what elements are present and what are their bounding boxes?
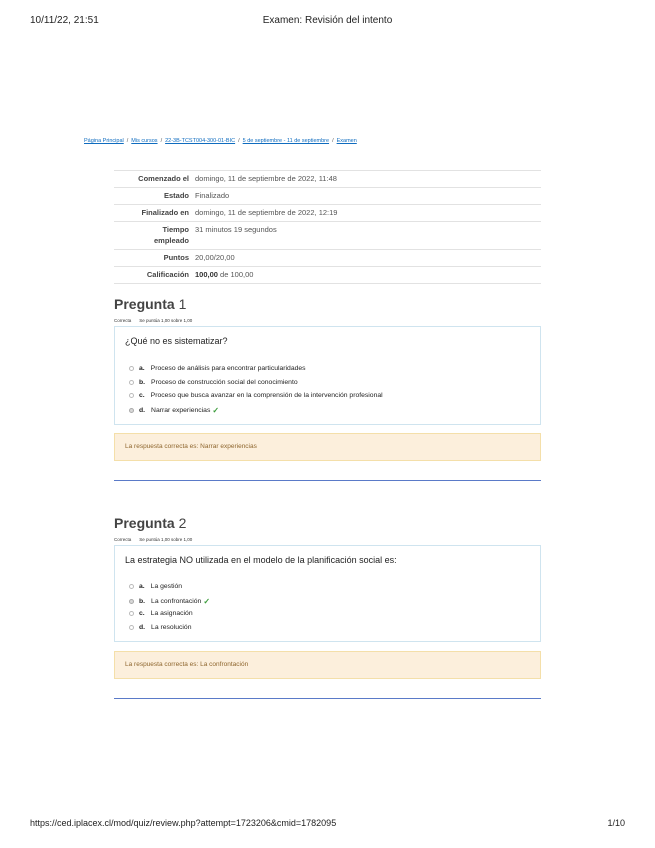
question-1-number: 1	[178, 296, 187, 312]
question-2-box	[114, 545, 541, 642]
points-value: 20,00/20,00	[192, 250, 541, 267]
question-1-heading	[114, 296, 186, 312]
summary-row-state	[114, 188, 541, 205]
answer-letter: a.	[139, 583, 145, 590]
question-2-info	[114, 537, 192, 542]
answer-letter: a.	[139, 365, 145, 372]
radio-button[interactable]	[129, 584, 134, 589]
grade-value	[192, 267, 541, 284]
radio-button[interactable]	[129, 625, 134, 630]
breadcrumb-exam-link[interactable]: Examen	[336, 138, 357, 144]
time-value: 31 minutos 19 segundos	[192, 222, 541, 250]
question-1-answer-b[interactable]	[129, 379, 298, 386]
answer-text: Proceso de construcción social del conocimiento	[151, 379, 298, 386]
question-1-feedback	[114, 433, 541, 461]
grade-value-bold: 100,00	[195, 270, 218, 279]
radio-button[interactable]	[129, 393, 134, 398]
answer-letter: b.	[139, 598, 146, 605]
grade-value-rest: de 100,00	[220, 270, 254, 279]
question-2-feedback-text: La respuesta correcta es: La confrontación	[125, 661, 249, 668]
summary-row-finished	[114, 205, 541, 222]
answer-text: Narrar experiencias	[151, 407, 211, 414]
answer-text: Proceso que busca avanzar en la comprensión de la intervención profesional	[150, 392, 383, 399]
print-title: Examen: Revisión del intento	[262, 15, 393, 26]
question-1-state: Correcta	[114, 318, 132, 323]
question-1-grade: Se puntúa 1,00 sobre 1,00	[139, 318, 193, 323]
print-date: 10/11/22, 21:51	[30, 15, 99, 26]
print-page-number: 1/10	[607, 818, 625, 828]
radio-button-selected[interactable]	[129, 408, 134, 413]
answer-text: La confrontación	[151, 598, 202, 605]
question-2-number: 2	[178, 515, 187, 531]
breadcrumb-home-link[interactable]: Página Principal	[84, 138, 124, 144]
radio-button[interactable]	[129, 380, 134, 385]
question-1-answer-d[interactable]	[129, 406, 219, 415]
question-1-feedback-text: La respuesta correcta es: Narrar experiencias	[125, 443, 257, 450]
summary-row-grade	[114, 267, 541, 284]
print-header	[30, 15, 625, 29]
time-label-line2: empleado	[153, 236, 189, 245]
answer-text: La resolución	[151, 624, 192, 631]
state-value: Finalizado	[192, 188, 541, 205]
breadcrumb-week-link[interactable]: 5 de septiembre - 11 de septiembre	[242, 138, 330, 144]
radio-button[interactable]	[129, 366, 134, 371]
question-2-text: La estrategia NO utilizada en el modelo de la planificación social es:	[125, 555, 397, 565]
answer-letter: c.	[139, 610, 145, 617]
question-1-info	[114, 318, 192, 323]
answer-text: La gestión	[150, 583, 183, 590]
summary-row-points	[114, 250, 541, 267]
finished-value: domingo, 11 de septiembre de 2022, 12:19	[192, 205, 541, 222]
question-1-heading-word: Pregunta	[114, 296, 175, 312]
checkmark-icon: ✓	[212, 406, 220, 415]
question-2-answer-a[interactable]	[129, 583, 182, 590]
started-label: Comenzado el	[114, 171, 192, 188]
question-2-feedback	[114, 651, 541, 679]
question-1-answer-a[interactable]	[129, 365, 306, 372]
question-2-heading-word: Pregunta	[114, 515, 175, 531]
answer-letter: c.	[139, 392, 145, 399]
question-1-box	[114, 326, 541, 425]
question-2-heading	[114, 515, 186, 531]
time-label-line1: Tiempo	[162, 225, 189, 234]
answer-text: Proceso de análisis para encontrar particularidades	[150, 365, 306, 372]
time-label	[114, 222, 192, 250]
checkmark-icon: ✓	[203, 597, 211, 606]
question-2-answer-b[interactable]	[129, 597, 210, 606]
question-1-divider	[114, 480, 541, 481]
question-2-answer-c[interactable]	[129, 610, 193, 617]
state-label: Estado	[114, 188, 192, 205]
print-url: https://ced.iplacex.cl/mod/quiz/review.php?attempt=1723206&cmid=1782095	[30, 818, 337, 828]
question-2-answer-d[interactable]	[129, 624, 191, 631]
started-value: domingo, 11 de septiembre de 2022, 11:48	[192, 171, 541, 188]
question-1-text: ¿Qué no es sistematizar?	[125, 336, 228, 346]
radio-button[interactable]	[129, 611, 134, 616]
points-label: Puntos	[114, 250, 192, 267]
summary-row-started	[114, 171, 541, 188]
question-2-state: Correcta	[114, 537, 132, 542]
print-footer	[30, 818, 625, 832]
question-1-answer-c[interactable]	[129, 392, 383, 399]
breadcrumb-my-courses-link[interactable]: Mis cursos	[131, 138, 158, 144]
answer-letter: d.	[139, 624, 146, 631]
finished-label: Finalizado en	[114, 205, 192, 222]
answer-text: La asignación	[150, 610, 193, 617]
answer-letter: d.	[139, 407, 146, 414]
question-2-grade: Se puntúa 1,00 sobre 1,00	[139, 537, 193, 542]
question-2-divider	[114, 698, 541, 699]
breadcrumb-course-link[interactable]: 22-3B-TCST004-300-01-BIC	[165, 138, 236, 144]
radio-button-selected[interactable]	[129, 599, 134, 604]
attempt-summary-table	[114, 170, 541, 284]
answer-letter: b.	[139, 379, 146, 386]
grade-label: Calificación	[114, 267, 192, 284]
breadcrumb: Página Principal / Mis cursos / 22-3B-TCST004-300-01-BIC / 5 de septiembre - 11 de septiembre / Examen	[84, 138, 357, 144]
summary-row-time	[114, 222, 541, 250]
